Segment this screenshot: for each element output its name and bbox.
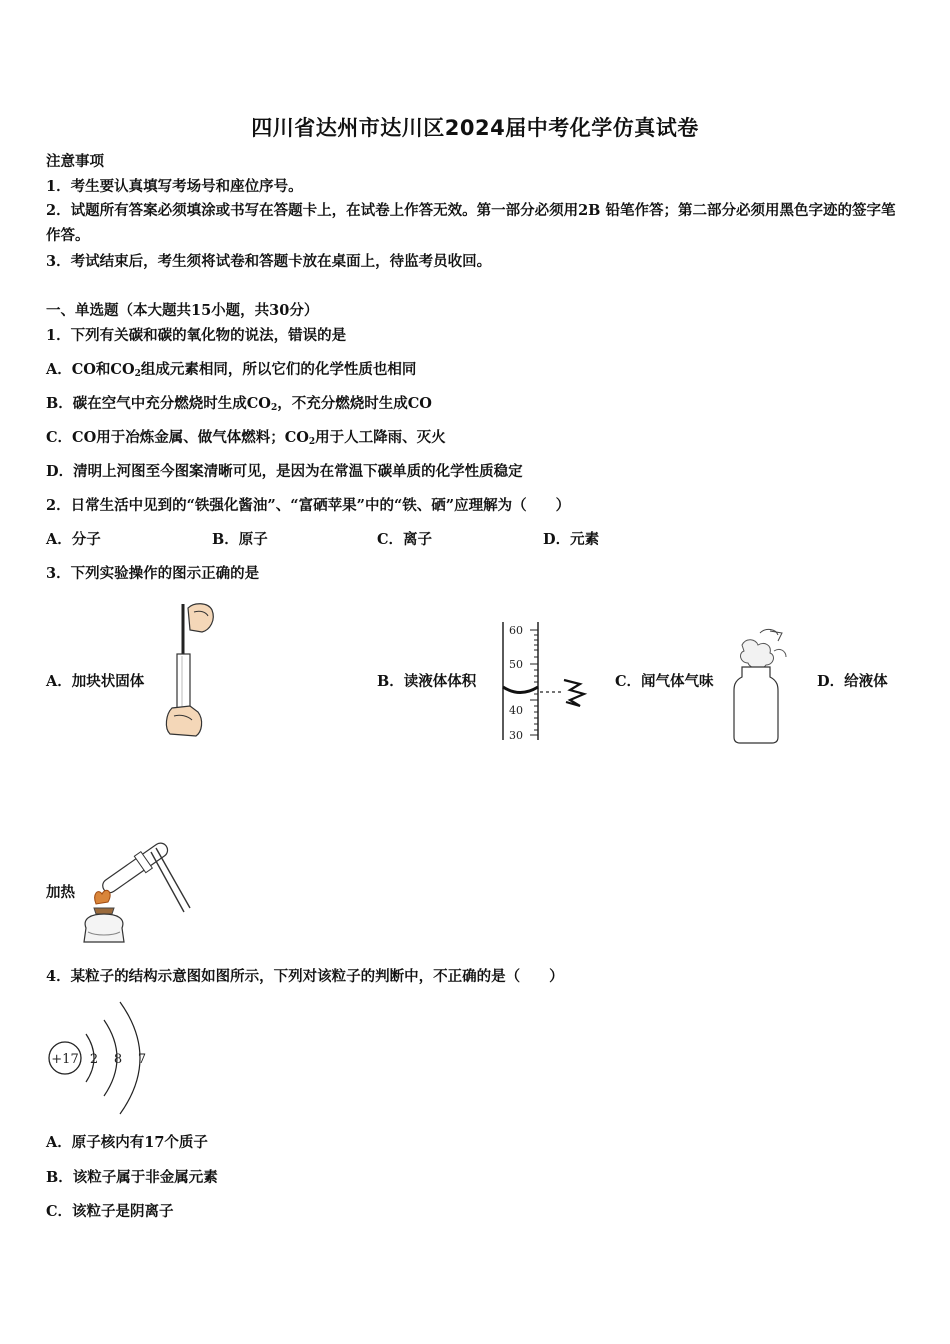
q3-option-a: A．加块状固体 <box>46 673 145 690</box>
q1-option-c-sub: 2 <box>308 437 316 447</box>
figure-read-volume <box>498 620 593 745</box>
q2-option-c: C．离子 <box>377 531 433 548</box>
q3-stem: 3．下列实验操作的图示正确的是 <box>46 565 260 582</box>
q1-option-d: D．清明上河图至今图案清晰可见，是因为在常温下碳单质的化学性质稳定 <box>46 463 523 480</box>
q1-option-b-sub: 2 <box>270 403 278 413</box>
q3-option-d-continued: 加热 <box>46 884 75 901</box>
cylinder-tick-30: 30 <box>509 729 523 742</box>
cylinder-tick-60: 60 <box>509 624 523 637</box>
notice-item-2: 2．试题所有答案必须填涂或书写在答题卡上，在试卷上作答无效。第一部分必须用2B 铅笔作答；第二部分必须用黑色字迹的签字笔作答。 <box>46 202 896 244</box>
q1-stem: 1．下列有关碳和碳的氧化物的说法，错误的是 <box>46 327 347 344</box>
q1-option-c-pre: C．CO用于冶炼金属、做气体燃料；CO <box>46 429 309 446</box>
q4-option-a: A．原子核内有17个质子 <box>46 1134 208 1151</box>
figure-atom-structure <box>44 998 154 1118</box>
q2-option-a: A．分子 <box>46 531 101 548</box>
q1-option-a-sub: 2 <box>134 369 141 379</box>
shell-electrons-1: 2 <box>89 1052 99 1067</box>
q4-stem: 4．某粒子的结构示意图如图所示，下列对该粒子的判断中，不正确的是（ ） <box>46 968 564 985</box>
shell-electrons-3: 7 <box>137 1052 147 1067</box>
q4-option-c: C．该粒子是阴离子 <box>46 1203 174 1220</box>
q1-option-a-post: 组成元素相同，所以它们的化学性质也相同 <box>140 361 417 378</box>
notice-heading: 注意事项 <box>46 153 104 170</box>
section-heading: 一、单选题（本大题共15小题，共30分） <box>46 302 319 319</box>
q1-option-c <box>46 428 446 452</box>
q2-option-b: B．原子 <box>212 531 268 548</box>
page-title: 四川省达州市达川区2024届中考化学仿真试卷 <box>251 116 699 140</box>
figure-add-solid <box>160 600 220 740</box>
figure-smell-gas <box>730 625 795 745</box>
shell-electrons-2: 8 <box>113 1052 123 1067</box>
notice-item-3: 3．考试结束后，考生须将试卷和答题卡放在桌面上，待监考员收回。 <box>46 253 492 270</box>
q1-option-a <box>46 360 416 384</box>
notice-item-1: 1．考生要认真填写考场号和座位序号。 <box>46 178 303 195</box>
q1-option-b <box>46 394 432 418</box>
q4-option-b: B．该粒子属于非金属元素 <box>46 1169 218 1186</box>
q1-option-a-pre: A．CO和CO <box>46 361 135 378</box>
q2-option-d: D．元素 <box>543 531 600 548</box>
q3-option-b: B．读液体体积 <box>377 673 477 690</box>
figure-heat-liquid <box>78 832 196 950</box>
cylinder-tick-40: 40 <box>509 704 523 717</box>
cylinder-tick-50: 50 <box>509 658 523 671</box>
q1-option-b-post: ，不充分燃烧时生成CO <box>277 395 432 412</box>
q2-stem: 2．日常生活中见到的“铁强化酱油”、“富硒苹果”中的“铁、硒”应理解为（ ） <box>46 497 571 514</box>
q1-option-b-pre: B．碳在空气中充分燃烧时生成CO <box>46 395 271 412</box>
nucleus-charge: +17 <box>51 1052 79 1067</box>
q1-option-c-post: 用于人工降雨、灭火 <box>315 429 446 446</box>
q3-option-c: C．闻气体气味 <box>615 673 714 690</box>
q3-option-d: D．给液体 <box>817 673 888 690</box>
